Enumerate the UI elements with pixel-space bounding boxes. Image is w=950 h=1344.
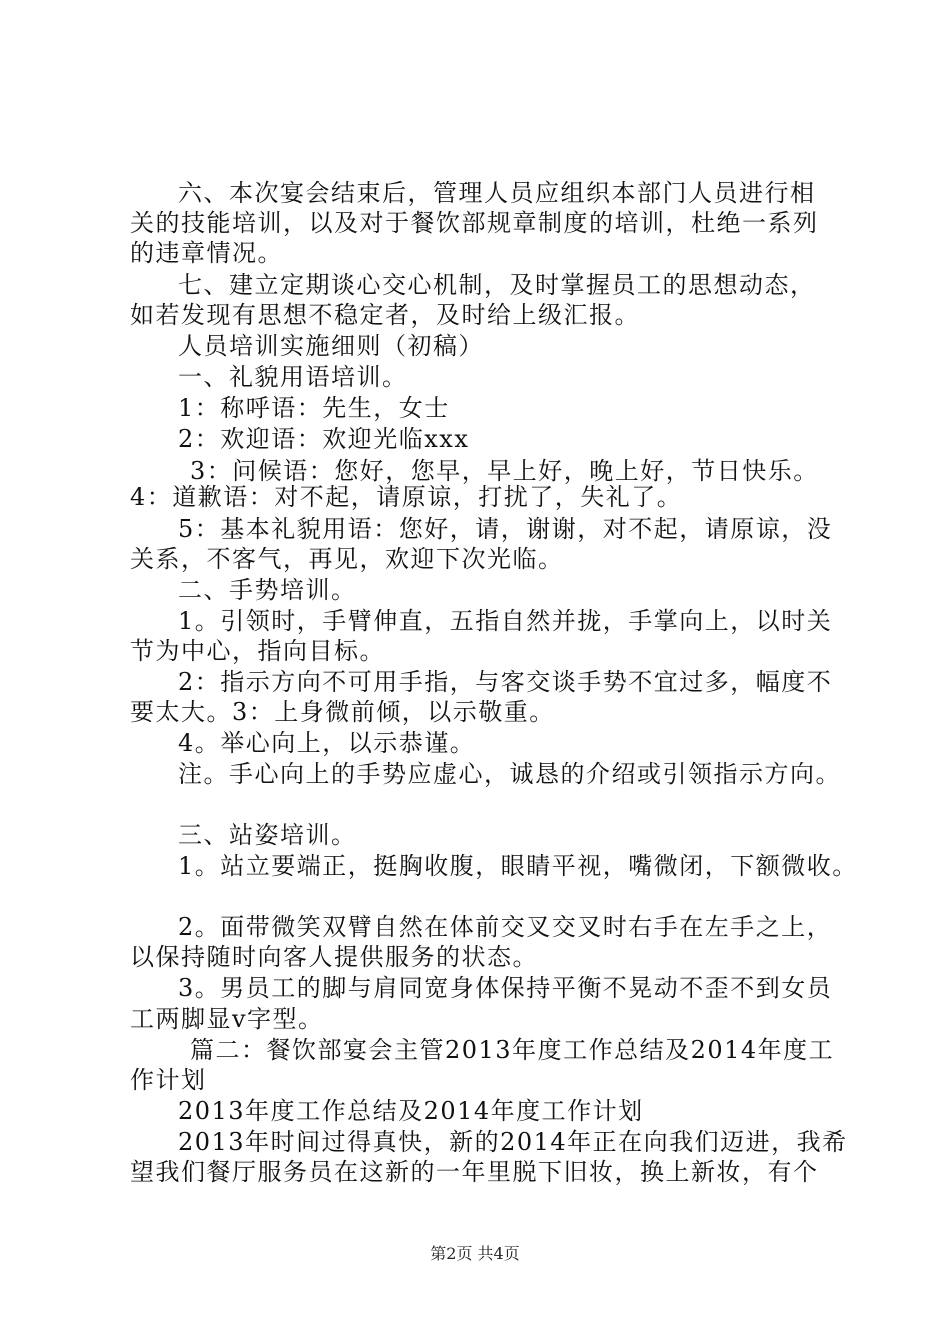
section-title: 人员培训实施细则（初稿）: [178, 332, 484, 360]
section-heading: 一、礼貌用语培训。: [178, 363, 408, 391]
text-line: 的违章情况。: [130, 239, 283, 267]
chapter-title: 作计划: [130, 1066, 207, 1094]
section-heading: 三、站姿培训。: [178, 821, 357, 849]
text-line: 七、建立定期谈心交心机制，及时掌握员工的思想动态，: [178, 271, 816, 299]
text-line: 1。引领时，手臂伸直，五指自然并拢，手掌向上，以时关: [178, 607, 833, 635]
text-line: 2：欢迎语：欢迎光临xxx: [178, 425, 470, 453]
text-line: 2013年时间过得真快，新的2014年正在向我们迈进，我希: [178, 1128, 848, 1156]
text-line: 4。举心向上，以示恭谨。: [178, 729, 476, 757]
text-line: 节为中心，指向目标。: [130, 637, 385, 665]
text-line: 关的技能培训，以及对于餐饮部规章制度的培训，杜绝一系列: [130, 209, 819, 237]
text-line: 5：基本礼貌用语：您好，请，谢谢，对不起，请原谅，没: [178, 515, 833, 543]
page-number-footer: 第2页 共4页: [430, 1244, 520, 1263]
text-line: 4：道歉语：对不起，请原谅，打扰了，失礼了。: [130, 483, 683, 511]
text-line: 2。面带微笑双臂自然在体前交叉交叉时右手在左手之上，: [178, 913, 833, 941]
text-line: 以保持随时向客人提供服务的状态。: [130, 943, 538, 971]
text-line: 工两脚显v字型。: [130, 1005, 324, 1033]
text-line: 望我们餐厅服务员在这新的一年里脱下旧妆，换上新妆，有个: [130, 1158, 819, 1186]
text-line: 关系，不客气，再见，欢迎下次光临。: [130, 545, 564, 573]
chapter-title: 篇二：餐饮部宴会主管2013年度工作总结及2014年度工: [190, 1036, 835, 1064]
text-line: 1。站立要端正，挺胸收腹，眼睛平视，嘴微闭，下额微收。: [178, 852, 858, 880]
section-heading: 二、手势培训。: [178, 576, 357, 604]
text-line: 如若发现有思想不稳定者，及时给上级汇报。: [130, 301, 640, 329]
text-line: 六、本次宴会结束后，管理人员应组织本部门人员进行相: [178, 179, 816, 207]
text-line: 注。手心向上的手势应虚心，诚恳的介绍或引领指示方向。: [178, 760, 841, 788]
text-line: 3：问候语：您好，您早，早上好，晚上好，节日快乐。: [190, 457, 819, 485]
text-line: 1：称呼语：先生，女士: [178, 394, 450, 422]
text-line: 要太大。3：上身微前倾，以示敬重。: [130, 698, 555, 726]
text-line: 3。男员工的脚与肩同宽身体保持平衡不晃动不歪不到女员: [178, 974, 833, 1002]
text-line: 2：指示方向不可用手指，与客交谈手势不宜过多，幅度不: [178, 668, 833, 696]
report-title: 2013年度工作总结及2014年度工作计划: [178, 1097, 644, 1125]
